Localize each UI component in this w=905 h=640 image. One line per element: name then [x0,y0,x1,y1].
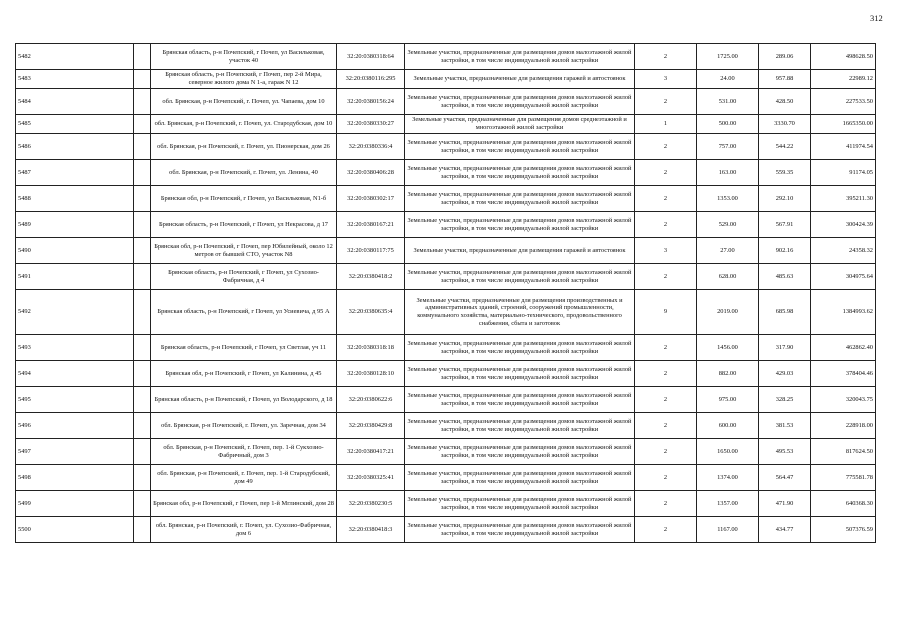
group-cell: 2 [635,361,697,387]
blank-cell [134,361,151,387]
group-cell: 2 [635,160,697,186]
group-cell: 2 [635,465,697,491]
area-cell: 1456.00 [697,335,759,361]
cadastral-number-cell: 32:20:0380167:21 [337,212,405,238]
blank-cell [134,465,151,491]
group-cell: 2 [635,212,697,238]
cadastral-value-cell: 24358.32 [811,238,876,264]
cadastral-number-cell: 32:20:0380622:6 [337,387,405,413]
group-cell: 9 [635,290,697,335]
area-cell: 1353.00 [697,186,759,212]
group-cell: 3 [635,238,697,264]
blank-cell [134,413,151,439]
specific-value-cell: 289.06 [759,44,811,70]
land-use-cell: Земельные участки, предназначенные для размещения домов малоэтажной жилой застройки, в том числе индивидуальной жилой застройки [405,387,635,413]
specific-value-cell: 564.47 [759,465,811,491]
table-row [16,134,876,160]
address-cell: Брянская обл, р-н Почепский, г Почеп, пер 1-й Мглинский, дом 28 [151,491,337,517]
address-cell: обл. Брянская, р-н Почепский, г. Почеп, ул. Чапаева, дом 10 [151,89,337,115]
cadastral-value-cell: 91174.05 [811,160,876,186]
address-cell: обл. Брянская, р-н Почепский, г. Почеп, ул. Заречная, дом 34 [151,413,337,439]
cadastral-value-cell: 498628.50 [811,44,876,70]
address-cell: обл. Брянская, р-н Почепский, г. Почеп, пер. 1-й Стародубский, дом 49 [151,465,337,491]
cadastral-number-cell: 32:20:0380116:295 [337,70,405,89]
cadastral-number-cell: 32:20:0380406:28 [337,160,405,186]
specific-value-cell: 495.53 [759,439,811,465]
row-number: 5483 [16,70,134,89]
area-cell: 1357.00 [697,491,759,517]
table-row [16,335,876,361]
specific-value-cell: 3330.70 [759,115,811,134]
cadastral-number-cell: 32:20:0380156:24 [337,89,405,115]
cadastral-value-cell: 227533.50 [811,89,876,115]
table-row [16,413,876,439]
blank-cell [134,491,151,517]
table-row [16,238,876,264]
specific-value-cell: 428.50 [759,89,811,115]
group-cell: 3 [635,70,697,89]
land-use-cell: Земельные участки, предназначенные для размещения домов малоэтажной жилой застройки, в том числе индивидуальной жилой застройки [405,361,635,387]
group-cell: 2 [635,264,697,290]
blank-cell [134,517,151,543]
cadastral-value-cell: 228918.00 [811,413,876,439]
land-use-cell: Земельные участки, предназначенные для размещения домов малоэтажной жилой застройки, в том числе индивидуальной жилой застройки [405,465,635,491]
area-cell: 1374.00 [697,465,759,491]
table-row [16,186,876,212]
cadastral-number-cell: 32:20:0380230:5 [337,491,405,517]
blank-cell [134,264,151,290]
cadastral-number-cell: 32:20:0380318:18 [337,335,405,361]
group-cell: 2 [635,44,697,70]
address-cell: Брянская область, р-н Почепский, г Почеп, ул Васильковая, участок 40 [151,44,337,70]
blank-cell [134,134,151,160]
cadastral-number-cell: 32:20:0380318:64 [337,44,405,70]
row-number: 5498 [16,465,134,491]
land-use-cell: Земельные участки, предназначенные для размещения гаражей и автостоянок [405,70,635,89]
row-number: 5500 [16,517,134,543]
row-number: 5491 [16,264,134,290]
cadastral-value-cell: 1384993.62 [811,290,876,335]
group-cell: 2 [635,134,697,160]
cadastral-value-cell: 507376.59 [811,517,876,543]
group-cell: 2 [635,517,697,543]
blank-cell [134,335,151,361]
area-cell: 500.00 [697,115,759,134]
table-row [16,290,876,335]
group-cell: 2 [635,186,697,212]
address-cell: Брянская область, р-н Почепский, г Почеп, ул Некрасова, д 17 [151,212,337,238]
specific-value-cell: 685.98 [759,290,811,335]
row-number: 5490 [16,238,134,264]
address-cell: обл. Брянская, р-н Почепский, г. Почеп, ул. Сухозио-Фабричная, дом 6 [151,517,337,543]
land-use-cell: Земельные участки, предназначенные для размещения домов среднеэтажной и многоэтажной жилой застройки [405,115,635,134]
cadastral-value-table [15,43,876,543]
land-use-cell: Земельные участки, предназначенные для размещения домов малоэтажной жилой застройки, в том числе индивидуальной жилой застройки [405,44,635,70]
cadastral-number-cell: 32:20:0380417:21 [337,439,405,465]
cadastral-number-cell: 32:20:0380635:4 [337,290,405,335]
area-cell: 27.00 [697,238,759,264]
cadastral-number-cell: 32:20:0380418:2 [337,264,405,290]
specific-value-cell: 485.63 [759,264,811,290]
blank-cell [134,186,151,212]
area-cell: 628.00 [697,264,759,290]
area-cell: 600.00 [697,413,759,439]
cadastral-number-cell: 32:20:0380330:27 [337,115,405,134]
cadastral-value-cell: 320043.75 [811,387,876,413]
specific-value-cell: 381.53 [759,413,811,439]
land-use-cell: Земельные участки, предназначенные для размещения домов малоэтажной жилой застройки, в том числе индивидуальной жилой застройки [405,186,635,212]
specific-value-cell: 559.35 [759,160,811,186]
specific-value-cell: 292.10 [759,186,811,212]
address-cell: Брянская область, р-н Почепский, г Почеп, ул Сухозио-Фабричная, д 4 [151,264,337,290]
address-cell: Брянская обл, р-н Почепский, г Почеп, пер Юбилейный, около 12 метров от бывшей СТО, участок N8 [151,238,337,264]
table-row [16,465,876,491]
land-use-cell: Земельные участки, предназначенные для размещения домов малоэтажной жилой застройки, в том числе индивидуальной жилой застройки [405,517,635,543]
land-use-cell: Земельные участки, предназначенные для размещения домов малоэтажной жилой застройки, в том числе индивидуальной жилой застройки [405,413,635,439]
address-cell: обл. Брянская, р-н Почепский, г. Почеп, ул. Стародубская, дом 10 [151,115,337,134]
cadastral-value-cell: 411974.54 [811,134,876,160]
area-cell: 1725.00 [697,44,759,70]
address-cell: Брянская обл, р-н Почепский, г Почеп, ул Васильковая, N1-б [151,186,337,212]
table-row [16,264,876,290]
row-number: 5496 [16,413,134,439]
specific-value-cell: 429.03 [759,361,811,387]
land-use-cell: Земельные участки, предназначенные для размещения домов малоэтажной жилой застройки, в том числе индивидуальной жилой застройки [405,439,635,465]
area-cell: 531.00 [697,89,759,115]
area-cell: 1650.00 [697,439,759,465]
cadastral-value-cell: 640368.30 [811,491,876,517]
cadastral-value-cell: 304975.64 [811,264,876,290]
cadastral-value-cell: 300424.39 [811,212,876,238]
cadastral-number-cell: 32:20:0380418:3 [337,517,405,543]
area-cell: 757.00 [697,134,759,160]
address-cell: Брянская область, р-н Почепский, г Почеп, ул Усиевича, д 95 А [151,290,337,335]
specific-value-cell: 544.22 [759,134,811,160]
row-number: 5495 [16,387,134,413]
address-cell: Брянская область, р-н Почепский, г Почеп, ул Светлая, уч 11 [151,335,337,361]
table-row [16,439,876,465]
row-number: 5488 [16,186,134,212]
address-cell: обл. Брянская, р-н Почепский, г. Почеп, пер. 1-й Сукхозио-Фабричный, дом 3 [151,439,337,465]
table-row [16,70,876,89]
blank-cell [134,115,151,134]
row-number: 5497 [16,439,134,465]
cadastral-value-cell: 395211.30 [811,186,876,212]
group-cell: 2 [635,335,697,361]
row-number: 5494 [16,361,134,387]
row-number: 5482 [16,44,134,70]
row-number: 5499 [16,491,134,517]
table-row [16,44,876,70]
area-cell: 529.00 [697,212,759,238]
land-use-cell: Земельные участки, предназначенные для размещения производственных и административных зданий, строений, сооружений промышленности, коммунального хозяйства, материально-технического, продовольственного снабжения, сбыта и заготовок [405,290,635,335]
area-cell: 24.00 [697,70,759,89]
row-number: 5493 [16,335,134,361]
specific-value-cell: 902.16 [759,238,811,264]
cadastral-number-cell: 32:20:0380128:10 [337,361,405,387]
blank-cell [134,290,151,335]
row-number: 5489 [16,212,134,238]
blank-cell [134,89,151,115]
cadastral-value-cell: 462862.40 [811,335,876,361]
specific-value-cell: 471.90 [759,491,811,517]
table-row [16,115,876,134]
land-use-cell: Земельные участки, предназначенные для размещения гаражей и автостоянок [405,238,635,264]
cadastral-number-cell: 32:20:0380429:8 [337,413,405,439]
table-row [16,517,876,543]
table-row [16,361,876,387]
cadastral-value-cell: 817624.50 [811,439,876,465]
specific-value-cell: 567.91 [759,212,811,238]
blank-cell [134,238,151,264]
blank-cell [134,439,151,465]
area-cell: 163.00 [697,160,759,186]
table-row [16,212,876,238]
address-cell: Брянская область, р-н Почепский, г Почеп, ул Володарского, д 18 [151,387,337,413]
row-number: 5485 [16,115,134,134]
address-cell: Брянская обл, р-н Почепский, г Почеп, ул Калинина, д 45 [151,361,337,387]
table-row [16,89,876,115]
cadastral-number-cell: 32:20:0380336:4 [337,134,405,160]
area-cell: 2019.00 [697,290,759,335]
group-cell: 2 [635,491,697,517]
table-row [16,387,876,413]
address-cell: обл. Брянская, р-н Почепский, г. Почеп, ул. Пионерская, дом 26 [151,134,337,160]
land-use-cell: Земельные участки, предназначенные для размещения домов малоэтажной жилой застройки, в том числе индивидуальной жилой застройки [405,264,635,290]
specific-value-cell: 957.88 [759,70,811,89]
row-number: 5484 [16,89,134,115]
group-cell: 2 [635,387,697,413]
group-cell: 2 [635,413,697,439]
cadastral-value-cell: 22989.12 [811,70,876,89]
address-cell: Брянская область, р-н Почепский, г Почеп, пер 2-й Мира, северное жилого дома N 1-а, гараж N 12 [151,70,337,89]
address-cell: обл. Брянская, р-н Почепский, г. Почеп, ул. Ленина, 40 [151,160,337,186]
row-number: 5492 [16,290,134,335]
land-use-cell: Земельные участки, предназначенные для размещения домов малоэтажной жилой застройки, в том числе индивидуальной жилой застройки [405,134,635,160]
table-row [16,160,876,186]
specific-value-cell: 434.77 [759,517,811,543]
area-cell: 882.00 [697,361,759,387]
blank-cell [134,160,151,186]
blank-cell [134,44,151,70]
page-number: 312 [870,13,883,23]
row-number: 5486 [16,134,134,160]
table-row [16,491,876,517]
group-cell: 1 [635,115,697,134]
cadastral-number-cell: 32:20:0380325:41 [337,465,405,491]
cadastral-number-cell: 32:20:0380302:17 [337,186,405,212]
blank-cell [134,212,151,238]
land-use-cell: Земельные участки, предназначенные для размещения домов малоэтажной жилой застройки, в том числе индивидуальной жилой застройки [405,89,635,115]
cadastral-number-cell: 32:20:0380117:75 [337,238,405,264]
land-use-cell: Земельные участки, предназначенные для размещения домов малоэтажной жилой застройки, в том числе индивидуальной жилой застройки [405,335,635,361]
group-cell: 2 [635,439,697,465]
row-number: 5487 [16,160,134,186]
specific-value-cell: 328.25 [759,387,811,413]
area-cell: 1167.00 [697,517,759,543]
land-use-cell: Земельные участки, предназначенные для размещения домов малоэтажной жилой застройки, в том числе индивидуальной жилой застройки [405,160,635,186]
cadastral-value-cell: 775581.78 [811,465,876,491]
cadastral-value-cell: 1665350.00 [811,115,876,134]
blank-cell [134,387,151,413]
blank-cell [134,70,151,89]
land-use-cell: Земельные участки, предназначенные для размещения домов малоэтажной жилой застройки, в том числе индивидуальной жилой застройки [405,491,635,517]
specific-value-cell: 317.90 [759,335,811,361]
cadastral-value-cell: 378404.46 [811,361,876,387]
group-cell: 2 [635,89,697,115]
land-use-cell: Земельные участки, предназначенные для размещения домов малоэтажной жилой застройки, в том числе индивидуальной жилой застройки [405,212,635,238]
area-cell: 975.00 [697,387,759,413]
